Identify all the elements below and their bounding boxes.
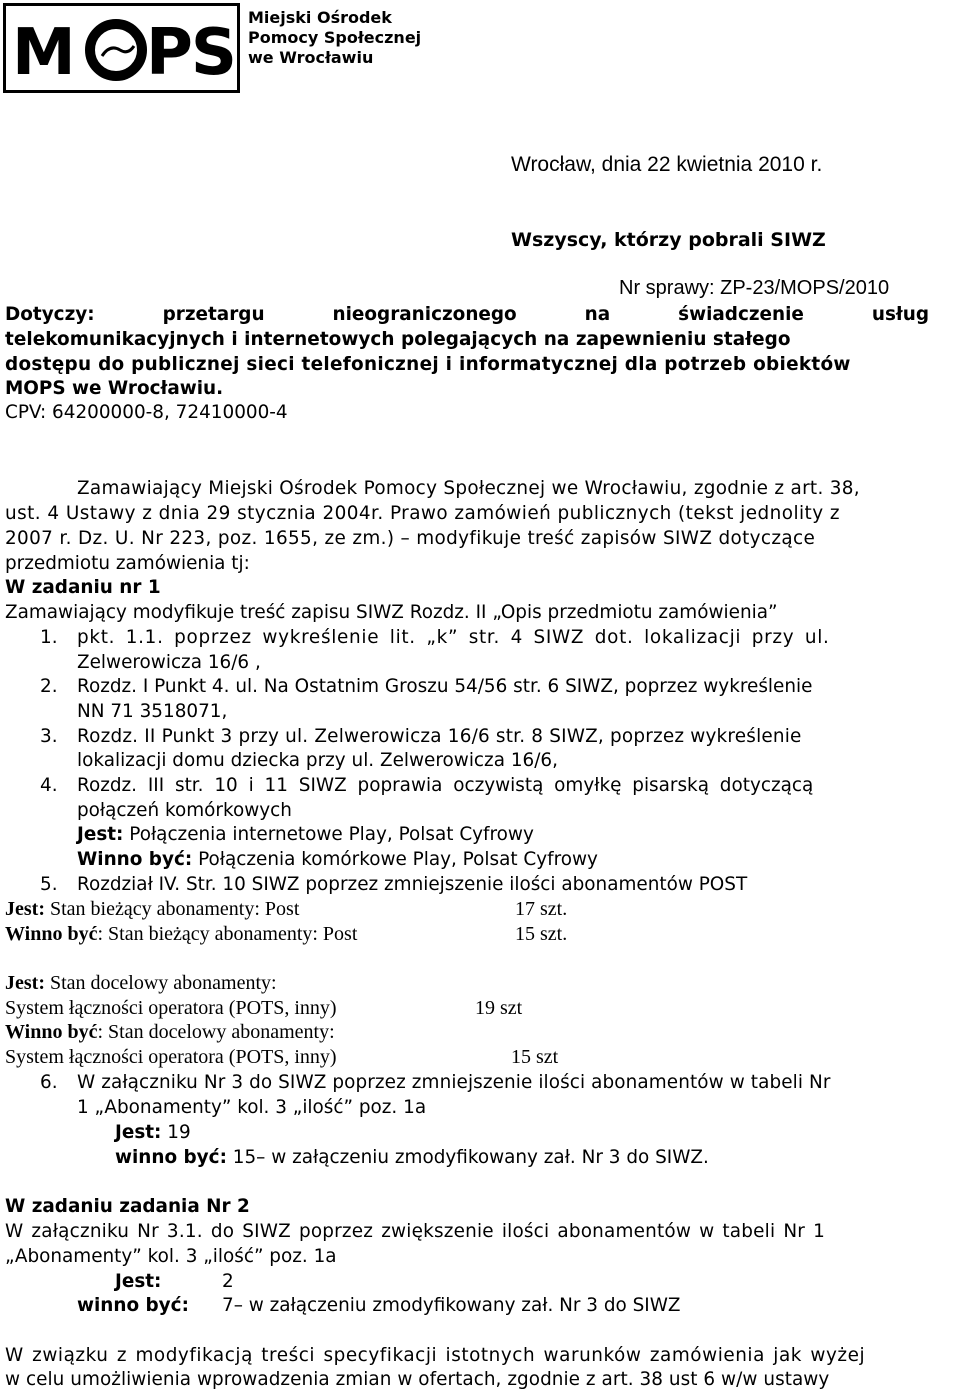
intro-line-3: 2007 r. Dz. U. Nr 223, poz. 1655, ze zm.) – modyfikuje treść zapisów SIWZ dotyczące: [5, 528, 816, 549]
logo-org-line1: Miejski Ośrodek: [248, 8, 392, 27]
target-qty-1: 19 szt: [475, 997, 523, 1019]
subject-word: nieograniczonego: [332, 304, 517, 325]
logo-org-line3: we Wrocławiu: [248, 48, 374, 67]
task2-jest-value: 2: [222, 1271, 234, 1292]
jest-label: Jest:: [77, 824, 124, 845]
subject-word: świadczenie: [678, 304, 804, 325]
item-number: 4.: [40, 775, 58, 796]
cpv-codes: CPV: 64200000-8, 72410000-4: [5, 402, 288, 423]
item6-line1: W załączniku Nr 3 do SIWZ poprzez zmniejszenie ilości abonamentów w tabeli Nr: [77, 1072, 831, 1093]
item5-line1: Rozdział IV. Str. 10 SIWZ poprzez zmniejszenie ilości abonamentów POST: [77, 874, 748, 895]
closing-line-2: w celu umożliwienia wprowadzenia zmian w ofertach, zgodnie z art. 38 ust 6 w/w ustawy: [5, 1369, 830, 1390]
jest-text: Stan bieżący abonamenty: Post: [44, 898, 300, 920]
jest-label: Jest:: [115, 1122, 162, 1143]
svg-text:PS: PS: [146, 16, 235, 90]
current-jest: [5, 898, 299, 921]
item6-winno: [115, 1147, 709, 1168]
target-winno: [5, 1021, 335, 1044]
current-jest-qty: 17 szt.: [515, 898, 568, 920]
item4-jest: [77, 824, 534, 845]
item2-line1: Rozdz. I Punkt 4. ul. Na Ostatnim Groszu 54/56 str. 6 SIWZ, poprzez wykreślenie: [77, 676, 813, 697]
item6-jest: [115, 1122, 191, 1143]
current-winno-qty: 15 szt.: [515, 923, 568, 945]
current-winno: [5, 923, 357, 946]
closing-line-1: W związku z modyfikacją treści specyfikacji istotnych warunków zamówienia jak wyżej: [5, 1345, 866, 1366]
svg-text:M: M: [12, 16, 74, 90]
mops-logo: [3, 3, 240, 93]
subject-line-3: dostępu do publicznej sieci telefonicznej i informatycznej dla potrzeb obiektów: [5, 354, 851, 375]
intro-line-2: ust. 4 Ustawy z dnia 29 stycznia 2004r. Prawo zamówień publicznych (tekst jednolity z: [5, 503, 840, 524]
item4-line1: Rozdz. III str. 10 i 11 SIWZ poprawia oczywistą omyłkę pisarską dotyczącą: [77, 775, 814, 796]
subject-line-1: [5, 304, 929, 325]
winno-text: : Stan bieżący abonamenty: Post: [97, 923, 358, 945]
item1-line1: pkt. 1.1. poprzez wykreślenie lit. „k” str. 4 SIWZ dot. lokalizacji przy ul.: [77, 627, 830, 648]
target-jest: [5, 972, 277, 995]
jest-value: Połączenia internetowe Play, Polsat Cyfrowy: [123, 824, 534, 845]
winno-value: Połączenia komórkowe Play, Polsat Cyfrowy: [192, 849, 598, 870]
jest-label: Jest:: [5, 972, 45, 994]
jest-text: Stan docelowy abonamenty:: [44, 972, 277, 994]
intro-line-4: przedmiotu zamówienia tj:: [5, 553, 250, 574]
document-date: Wrocław, dnia 22 kwietnia 2010 r.: [511, 153, 823, 176]
item-number: 3.: [40, 726, 58, 747]
task2-winno-value: 7– w załączeniu zmodyfikowany zał. Nr 3 do SIWZ: [222, 1295, 681, 1316]
target-system-1: System łączności operatora (POTS, inny): [5, 997, 337, 1019]
mops-logo-graphic: [6, 6, 237, 90]
winno-label: Winno być:: [77, 849, 193, 870]
task2-line2: „Abonamenty” kol. 3 „ilość” poz. 1a: [5, 1246, 337, 1267]
target-system-2: System łączności operatora (POTS, inny): [5, 1046, 337, 1068]
item4-winno: [77, 849, 598, 870]
jest-value: 19: [161, 1122, 191, 1143]
subject-word: usług: [871, 304, 929, 325]
case-number: Nr sprawy: ZP-23/MOPS/2010: [619, 277, 890, 299]
task2-heading: W zadaniu zadania Nr 2: [5, 1196, 250, 1217]
item4-line2: połączeń komórkowych: [77, 800, 292, 821]
item1-line2: Zelwerowicza 16/6 ,: [77, 652, 261, 673]
subject-word: przetargu: [162, 304, 265, 325]
jest-label: Jest:: [5, 898, 45, 920]
winno-text: : Stan docelowy abonamenty:: [97, 1021, 335, 1043]
target-qty-2: 15 szt: [511, 1046, 559, 1068]
logo-org-name: [248, 8, 421, 68]
subject-word: Dotyczy:: [5, 304, 95, 325]
subject-line-4: MOPS we Wrocławiu.: [5, 378, 224, 399]
winno-label: Winno być: [5, 923, 98, 945]
task1-heading: W zadaniu nr 1: [5, 577, 161, 598]
subject-line-2: telekomunikacyjnych i internetowych polegających na zapewnieniu stałego: [5, 329, 791, 350]
task2-winno-label: winno być:: [77, 1295, 189, 1316]
item-number: 1.: [40, 627, 58, 648]
winno-value: 15– w załączeniu zmodyfikowany zał. Nr 3 do SIWZ.: [226, 1147, 709, 1168]
item6-line2: 1 „Abonamenty” kol. 3 „ilość” poz. 1a: [77, 1097, 427, 1118]
intro-line-1: Zamawiający Miejski Ośrodek Pomocy Społecznej we Wrocławiu, zgodnie z art. 38,: [77, 478, 860, 499]
winno-label: Winno być: [5, 1021, 98, 1043]
item2-line2: NN 71 3518071,: [77, 701, 228, 722]
task1-lead: Zamawiający modyfikuje treść zapisu SIWZ Rozdz. II „Opis przedmiotu zamówienia”: [5, 602, 778, 623]
item-number: 6.: [40, 1072, 58, 1093]
item3-line2: lokalizacji domu dziecka przy ul. Zelwerowicza 16/6,: [77, 750, 558, 771]
subject-word: na: [584, 304, 611, 325]
item-number: 2.: [40, 676, 58, 697]
task2-jest-label: Jest:: [115, 1271, 162, 1292]
addressee: Wszyscy, którzy pobrali SIWZ: [511, 229, 826, 251]
logo-org-line2: Pomocy Społecznej: [248, 28, 422, 47]
item-number: 5.: [40, 874, 58, 895]
task2-line1: W załączniku Nr 3.1. do SIWZ poprzez zwiększenie ilości abonamentów w tabeli Nr 1: [5, 1221, 825, 1242]
item3-line1: Rozdz. II Punkt 3 przy ul. Zelwerowicza 16/6 str. 8 SIWZ, poprzez wykreślenie: [77, 726, 802, 747]
winno-label: winno być:: [115, 1147, 227, 1168]
